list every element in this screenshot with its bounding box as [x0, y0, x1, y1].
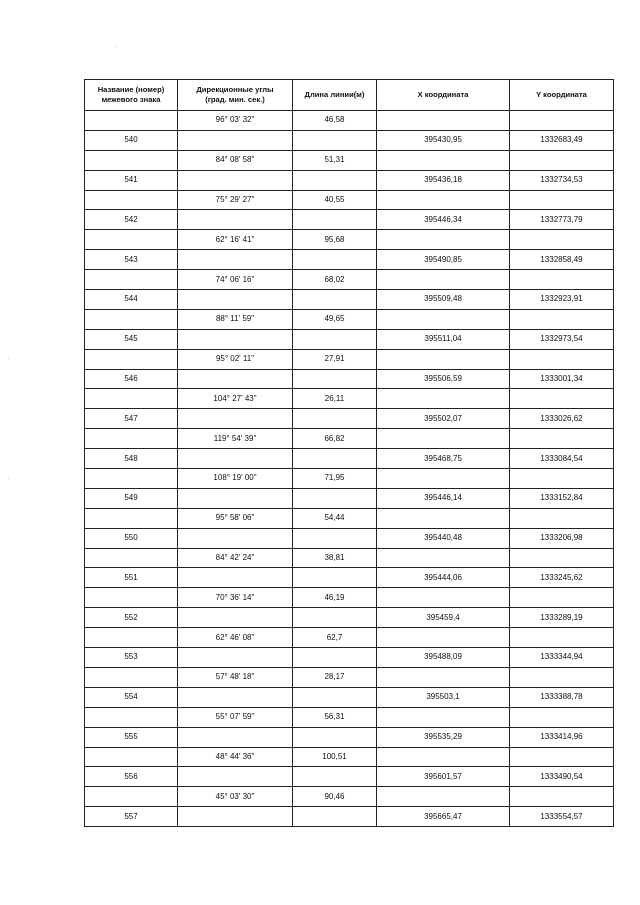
point-name-cell: 541 — [85, 170, 178, 190]
x-coordinate-cell: 395509,48 — [377, 290, 510, 310]
point-name-cell: 551 — [85, 568, 178, 588]
direction-angle-cell: 62° 16' 41" — [178, 230, 293, 250]
empty-cell — [85, 309, 178, 329]
empty-cell — [510, 150, 614, 170]
empty-cell — [377, 747, 510, 767]
direction-angle-cell: 45° 03' 30" — [178, 787, 293, 807]
direction-angle-cell: 104° 27' 43" — [178, 389, 293, 409]
x-coordinate-cell: 395506,59 — [377, 369, 510, 389]
y-coordinate-cell: 1332858,49 — [510, 250, 614, 270]
empty-cell — [85, 111, 178, 131]
empty-cell — [178, 608, 293, 628]
line-length-cell: 46,58 — [293, 111, 377, 131]
x-coordinate-cell: 395436,18 — [377, 170, 510, 190]
y-coordinate-cell: 1333414,96 — [510, 727, 614, 747]
empty-cell — [293, 130, 377, 150]
point-name-cell: 542 — [85, 210, 178, 230]
x-coordinate-cell: 395459,4 — [377, 608, 510, 628]
point-name-cell: 548 — [85, 449, 178, 469]
empty-cell — [178, 449, 293, 469]
empty-cell — [85, 429, 178, 449]
direction-angle-cell: 48° 44' 36" — [178, 747, 293, 767]
empty-cell — [85, 787, 178, 807]
direction-angle-cell: 74° 06' 16" — [178, 270, 293, 290]
point-row — [85, 210, 614, 230]
empty-cell — [85, 628, 178, 648]
segment-row — [85, 270, 614, 290]
empty-cell — [510, 429, 614, 449]
point-name-cell: 547 — [85, 409, 178, 429]
empty-cell — [293, 170, 377, 190]
line-length-cell: 68,02 — [293, 270, 377, 290]
line-length-cell: 71,95 — [293, 469, 377, 489]
direction-angle-cell: 84° 08' 58" — [178, 150, 293, 170]
point-row — [85, 130, 614, 150]
coordinates-sheet — [84, 79, 613, 827]
x-coordinate-cell: 395535,29 — [377, 727, 510, 747]
empty-cell — [178, 329, 293, 349]
direction-angle-cell: 84° 42' 24" — [178, 548, 293, 568]
empty-cell — [293, 488, 377, 508]
empty-cell — [178, 488, 293, 508]
empty-cell — [377, 389, 510, 409]
segment-row — [85, 469, 614, 489]
point-row — [85, 170, 614, 190]
y-coordinate-cell: 1333490,54 — [510, 767, 614, 787]
line-length-cell: 40,55 — [293, 190, 377, 210]
empty-cell — [293, 250, 377, 270]
empty-cell — [85, 548, 178, 568]
header-direction-angle: Дирекционные углы (град. мин. сек.) — [178, 80, 293, 111]
empty-cell — [178, 130, 293, 150]
point-row — [85, 807, 614, 827]
boundary-coordinates-table — [84, 79, 614, 827]
direction-angle-cell: 95° 58' 06" — [178, 508, 293, 528]
y-coordinate-cell: 1332683,49 — [510, 130, 614, 150]
x-coordinate-cell: 395511,04 — [377, 329, 510, 349]
line-length-cell: 46,19 — [293, 588, 377, 608]
empty-cell — [510, 270, 614, 290]
x-coordinate-cell: 395601,57 — [377, 767, 510, 787]
empty-cell — [377, 588, 510, 608]
table-body — [85, 111, 614, 827]
empty-cell — [510, 508, 614, 528]
y-coordinate-cell: 1333245,62 — [510, 568, 614, 588]
x-coordinate-cell: 395665,47 — [377, 807, 510, 827]
empty-cell — [510, 628, 614, 648]
empty-cell — [510, 230, 614, 250]
line-length-cell: 90,46 — [293, 787, 377, 807]
point-name-cell: 557 — [85, 807, 178, 827]
empty-cell — [510, 349, 614, 369]
empty-cell — [85, 508, 178, 528]
empty-cell — [178, 687, 293, 707]
segment-row — [85, 628, 614, 648]
point-row — [85, 687, 614, 707]
line-length-cell: 49,65 — [293, 309, 377, 329]
y-coordinate-cell: 1333026,62 — [510, 409, 614, 429]
point-name-cell: 554 — [85, 687, 178, 707]
point-name-cell: 545 — [85, 329, 178, 349]
y-coordinate-cell: 1332923,91 — [510, 290, 614, 310]
y-coordinate-cell: 1333344,94 — [510, 648, 614, 668]
point-row — [85, 727, 614, 747]
empty-cell — [178, 409, 293, 429]
direction-angle-cell: 57° 48' 18" — [178, 667, 293, 687]
segment-row — [85, 389, 614, 409]
empty-cell — [178, 767, 293, 787]
empty-cell — [178, 369, 293, 389]
empty-cell — [510, 548, 614, 568]
x-coordinate-cell: 395440,48 — [377, 528, 510, 548]
line-length-cell: 100,51 — [293, 747, 377, 767]
empty-cell — [377, 230, 510, 250]
y-coordinate-cell: 1333001,34 — [510, 369, 614, 389]
y-coordinate-cell: 1333289,19 — [510, 608, 614, 628]
empty-cell — [377, 429, 510, 449]
empty-cell — [377, 628, 510, 648]
margin-mark: · — [116, 44, 118, 50]
point-row — [85, 648, 614, 668]
empty-cell — [510, 111, 614, 131]
segment-row — [85, 309, 614, 329]
segment-row — [85, 230, 614, 250]
segment-row — [85, 707, 614, 727]
empty-cell — [510, 190, 614, 210]
y-coordinate-cell: 1333554,57 — [510, 807, 614, 827]
empty-cell — [293, 528, 377, 548]
empty-cell — [510, 389, 614, 409]
direction-angle-cell: 75° 29' 27" — [178, 190, 293, 210]
point-row — [85, 250, 614, 270]
empty-cell — [377, 707, 510, 727]
empty-cell — [293, 807, 377, 827]
margin-mark: · — [8, 356, 10, 362]
empty-cell — [85, 190, 178, 210]
y-coordinate-cell: 1333152,84 — [510, 488, 614, 508]
empty-cell — [293, 608, 377, 628]
empty-cell — [293, 329, 377, 349]
point-name-cell: 544 — [85, 290, 178, 310]
y-coordinate-cell: 1333084,54 — [510, 449, 614, 469]
empty-cell — [85, 469, 178, 489]
empty-cell — [293, 449, 377, 469]
empty-cell — [377, 508, 510, 528]
empty-cell — [85, 349, 178, 369]
y-coordinate-cell: 1332973,54 — [510, 329, 614, 349]
x-coordinate-cell: 395503,1 — [377, 687, 510, 707]
empty-cell — [377, 270, 510, 290]
line-length-cell: 62,7 — [293, 628, 377, 648]
header-y-coordinate: Y координата — [510, 80, 614, 111]
point-row — [85, 528, 614, 548]
direction-angle-cell: 96° 03' 32" — [178, 111, 293, 131]
line-length-cell: 56,31 — [293, 707, 377, 727]
empty-cell — [178, 727, 293, 747]
empty-cell — [178, 170, 293, 190]
segment-row — [85, 787, 614, 807]
empty-cell — [178, 290, 293, 310]
y-coordinate-cell: 1333388,78 — [510, 687, 614, 707]
x-coordinate-cell: 395490,85 — [377, 250, 510, 270]
point-row — [85, 488, 614, 508]
y-coordinate-cell: 1332734,53 — [510, 170, 614, 190]
segment-row — [85, 150, 614, 170]
x-coordinate-cell: 395502,07 — [377, 409, 510, 429]
point-name-cell: 540 — [85, 130, 178, 150]
segment-row — [85, 349, 614, 369]
empty-cell — [178, 807, 293, 827]
empty-cell — [178, 568, 293, 588]
segment-row — [85, 429, 614, 449]
direction-angle-cell: 62° 46' 08" — [178, 628, 293, 648]
empty-cell — [293, 687, 377, 707]
segment-row — [85, 548, 614, 568]
empty-cell — [85, 150, 178, 170]
y-coordinate-cell: 1332773,79 — [510, 210, 614, 230]
x-coordinate-cell: 395430,95 — [377, 130, 510, 150]
line-length-cell: 54,44 — [293, 508, 377, 528]
direction-angle-cell: 88° 11' 59" — [178, 309, 293, 329]
direction-angle-cell: 119° 54' 39" — [178, 429, 293, 449]
segment-row — [85, 588, 614, 608]
empty-cell — [377, 787, 510, 807]
empty-cell — [293, 648, 377, 668]
point-name-cell: 546 — [85, 369, 178, 389]
empty-cell — [293, 767, 377, 787]
header-x-coordinate: X координата — [377, 80, 510, 111]
empty-cell — [510, 787, 614, 807]
point-row — [85, 329, 614, 349]
point-row — [85, 568, 614, 588]
margin-mark: · — [8, 476, 10, 482]
empty-cell — [85, 707, 178, 727]
line-length-cell: 26,11 — [293, 389, 377, 409]
line-length-cell: 27,91 — [293, 349, 377, 369]
empty-cell — [293, 568, 377, 588]
empty-cell — [293, 369, 377, 389]
direction-angle-cell: 55° 07' 59" — [178, 707, 293, 727]
empty-cell — [377, 111, 510, 131]
point-name-cell: 550 — [85, 528, 178, 548]
point-row — [85, 608, 614, 628]
empty-cell — [377, 309, 510, 329]
point-name-cell: 552 — [85, 608, 178, 628]
point-row — [85, 409, 614, 429]
segment-row — [85, 190, 614, 210]
line-length-cell: 95,68 — [293, 230, 377, 250]
empty-cell — [85, 230, 178, 250]
empty-cell — [293, 210, 377, 230]
point-name-cell: 555 — [85, 727, 178, 747]
empty-cell — [510, 707, 614, 727]
table-header-row — [85, 80, 614, 111]
empty-cell — [85, 747, 178, 767]
empty-cell — [178, 648, 293, 668]
empty-cell — [377, 667, 510, 687]
empty-cell — [85, 588, 178, 608]
empty-cell — [377, 150, 510, 170]
line-length-cell: 28,17 — [293, 667, 377, 687]
header-point-name: Название (номер) межевого знака — [85, 80, 178, 111]
empty-cell — [85, 389, 178, 409]
empty-cell — [293, 727, 377, 747]
direction-angle-cell: 108° 19' 00" — [178, 469, 293, 489]
point-row — [85, 767, 614, 787]
y-coordinate-cell: 1333206,98 — [510, 528, 614, 548]
x-coordinate-cell: 395444,06 — [377, 568, 510, 588]
empty-cell — [377, 190, 510, 210]
direction-angle-cell: 95° 02' 11" — [178, 349, 293, 369]
empty-cell — [85, 270, 178, 290]
empty-cell — [510, 747, 614, 767]
segment-row — [85, 508, 614, 528]
point-row — [85, 449, 614, 469]
empty-cell — [510, 309, 614, 329]
empty-cell — [377, 548, 510, 568]
line-length-cell: 66,82 — [293, 429, 377, 449]
point-name-cell: 549 — [85, 488, 178, 508]
x-coordinate-cell: 395488,09 — [377, 648, 510, 668]
empty-cell — [85, 667, 178, 687]
empty-cell — [377, 469, 510, 489]
x-coordinate-cell: 395446,14 — [377, 488, 510, 508]
empty-cell — [178, 528, 293, 548]
direction-angle-cell: 70° 36' 14" — [178, 588, 293, 608]
empty-cell — [510, 588, 614, 608]
point-row — [85, 369, 614, 389]
x-coordinate-cell: 395468,75 — [377, 449, 510, 469]
point-name-cell: 553 — [85, 648, 178, 668]
segment-row — [85, 747, 614, 767]
empty-cell — [178, 250, 293, 270]
header-line-length: Длина линии(м) — [293, 80, 377, 111]
point-name-cell: 556 — [85, 767, 178, 787]
empty-cell — [293, 409, 377, 429]
segment-row — [85, 111, 614, 131]
x-coordinate-cell: 395446,34 — [377, 210, 510, 230]
empty-cell — [510, 469, 614, 489]
line-length-cell: 38,81 — [293, 548, 377, 568]
empty-cell — [377, 349, 510, 369]
point-name-cell: 543 — [85, 250, 178, 270]
segment-row — [85, 667, 614, 687]
empty-cell — [510, 667, 614, 687]
empty-cell — [293, 290, 377, 310]
empty-cell — [178, 210, 293, 230]
line-length-cell: 51,31 — [293, 150, 377, 170]
point-row — [85, 290, 614, 310]
